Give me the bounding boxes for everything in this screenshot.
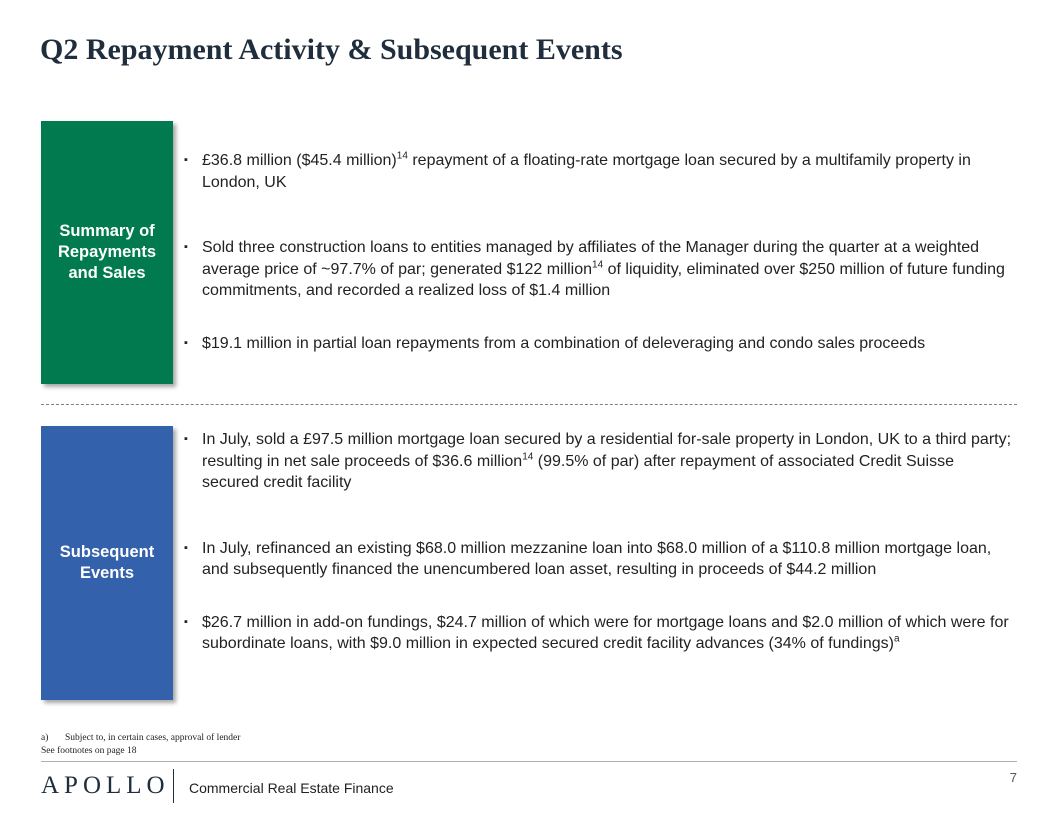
section-label <box>60 542 154 584</box>
bullet-text-cont: repayment of a floating-rate mortgage loan secured by a multifamily property in London, UK <box>202 152 971 191</box>
square-bullet-icon: ▪ <box>184 615 188 628</box>
section-label <box>58 221 156 284</box>
section-label-line: and Sales <box>68 264 146 282</box>
footnote-text: Subject to, in certain cases, approval of lender <box>65 733 241 743</box>
logo-separator <box>173 769 174 803</box>
apollo-logo: APOLLO <box>41 772 170 799</box>
footer-subtitle: Commercial Real Estate Finance <box>189 780 394 796</box>
footer-divider <box>41 761 1017 762</box>
footnote-ref: 14 <box>592 259 604 271</box>
bullet-item <box>184 429 1014 494</box>
bullet-text-cont: (99.5% of par) after repayment of associated Credit Suisse secured credit facility <box>202 452 954 491</box>
bullet-item <box>184 333 1014 355</box>
see-footnotes-note: See footnotes on page 18 <box>41 746 137 756</box>
summary-bullet-list <box>184 150 1014 354</box>
footnote-ref: a <box>893 633 900 645</box>
bullet-item <box>184 150 1014 193</box>
footnote-ref: 14 <box>522 451 534 463</box>
bullet-text: $26.7 million in add-on fundings, $24.7 million of which were for mortgage loans and $2.0 million of which were for subordinate loans, with $9.0 million in expected secured credit facility advances (34% of fundings) <box>202 613 1009 652</box>
summary-of-repayments-label-box <box>41 121 173 384</box>
bullet-item <box>184 237 1014 302</box>
section-label-line: Summary of <box>59 222 155 240</box>
square-bullet-icon: ▪ <box>184 433 188 445</box>
square-bullet-icon: ▪ <box>184 154 188 166</box>
bullet-text: Sold three construction loans to entities managed by affiliates of the Manager during the quarter at a weighted average price of ~97.7% of par; generated $122 million <box>202 239 980 278</box>
subsequent-events-label-box <box>41 426 173 700</box>
footnote-marker: a) <box>41 733 49 743</box>
section-label-line: Subsequent <box>59 543 155 561</box>
section-label-line: Events <box>79 564 135 582</box>
footnote-a <box>41 733 240 743</box>
subsequent-events-bullet-list <box>184 429 1014 655</box>
footnote-ref: 14 <box>396 150 408 162</box>
bullet-text: In July, sold a £97.5 million mortgage loan secured by a residential for-sale property in London, UK to a third party; resulting in net sale proceeds of $36.6 million <box>202 431 1012 470</box>
square-bullet-icon: ▪ <box>184 241 188 253</box>
slide-title: Q2 Repayment Activity & Subsequent Events <box>40 33 623 66</box>
bullet-item <box>184 612 1014 655</box>
square-bullet-icon: ▪ <box>184 336 188 349</box>
square-bullet-icon: ▪ <box>184 541 188 554</box>
dashed-section-divider <box>41 404 1017 405</box>
bullet-text: £36.8 million ($45.4 million) <box>202 152 397 169</box>
bullet-text: $19.1 million in partial loan repayments from a combination of deleveraging and condo sales proceeds <box>202 334 926 352</box>
bullet-item <box>184 538 1014 581</box>
bullet-text: In July, refinanced an existing $68.0 million mezzanine loan into $68.0 million of a $110.8 million mortgage loan, and subsequently financed the unencumbered loan asset, resulting in proceeds of $44.2 million <box>202 539 992 578</box>
section-label-line: Repayments <box>57 243 157 261</box>
bullet-text-cont: of liquidity, eliminated over $250 million of future funding commitments, and recorded a realized loss of $1.4 million <box>202 260 1005 299</box>
page-number: 7 <box>1009 770 1017 785</box>
